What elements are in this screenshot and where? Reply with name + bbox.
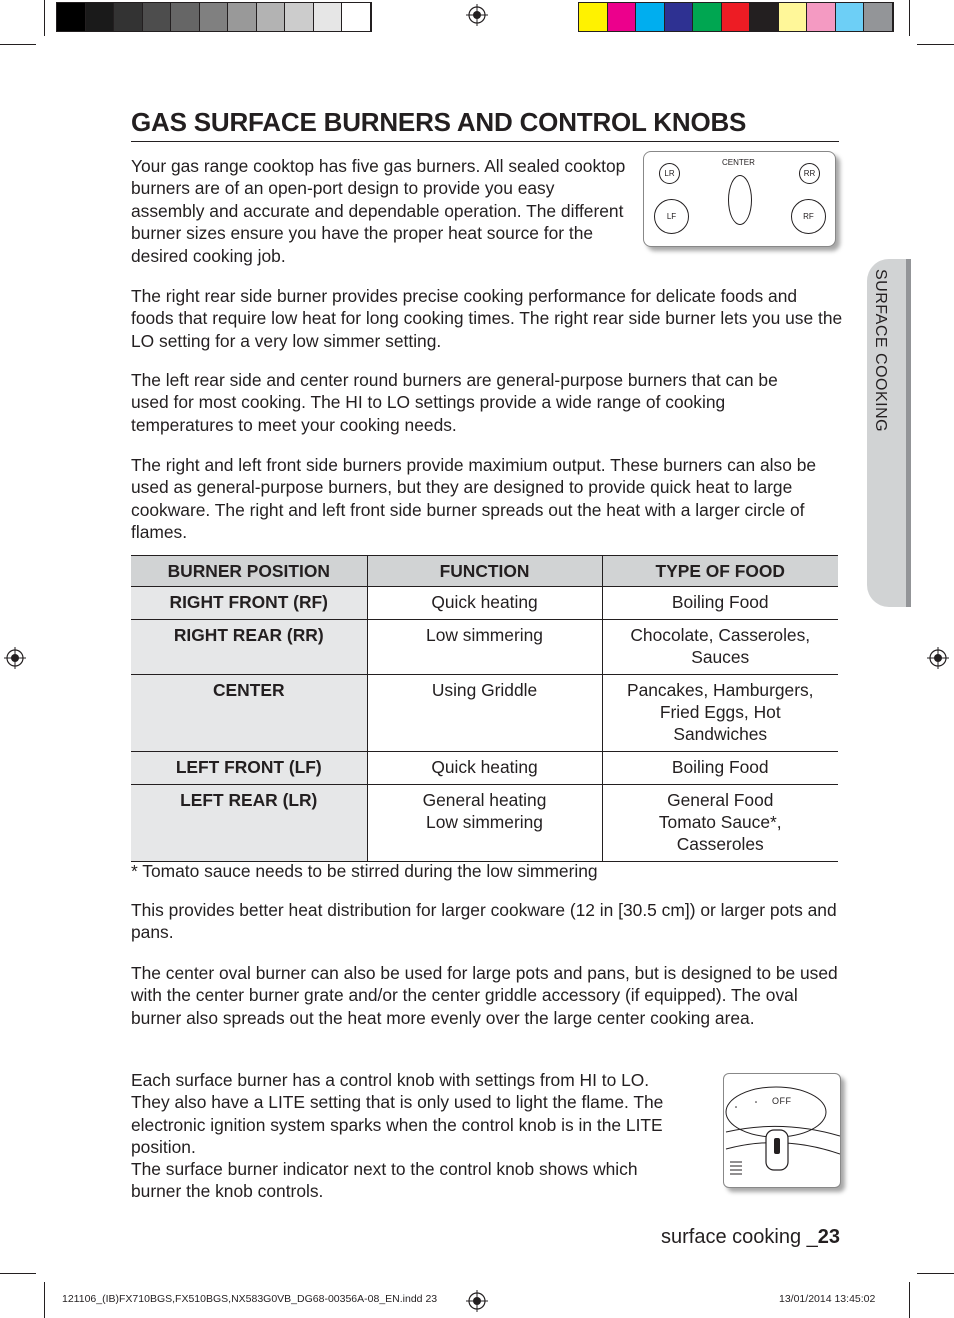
food-line: Boiling Food (671, 592, 769, 612)
food-line: Sauces (691, 647, 750, 667)
control-knob-figure (723, 1073, 841, 1188)
gray-swatch (342, 3, 371, 31)
burner-rf: RF (791, 199, 826, 234)
function-line: General heating (422, 790, 547, 810)
knob-off-label: OFF (772, 1096, 792, 1106)
table-row (131, 785, 838, 862)
registration-mark-icon (466, 1290, 488, 1312)
function-line: Quick heating (431, 757, 538, 777)
page-footer (661, 1226, 840, 1249)
color-bar (578, 2, 894, 32)
gray-swatch (57, 3, 86, 31)
burner-position-cell: RIGHT FRONT (RF) (131, 587, 367, 620)
heat-distribution-paragraph: This provides better heat distribution for larger cookware (12 in [30.5 cm]) or larger pots and pans. (131, 900, 837, 943)
color-swatch (693, 3, 722, 31)
color-swatch (836, 3, 865, 31)
food-cell (602, 587, 838, 620)
grayscale-bar (56, 2, 372, 32)
color-swatch (579, 3, 608, 31)
footnote: * Tomato sauce needs to be stirred during the low simmering (131, 861, 598, 881)
gray-swatch (257, 3, 286, 31)
gray-swatch (171, 3, 200, 31)
food-line: Sandwiches (673, 724, 768, 744)
burner-layout-diagram (643, 151, 836, 247)
table-row (131, 587, 838, 620)
side-tab-bar (906, 259, 911, 607)
function-line: Using Griddle (431, 680, 538, 700)
function-cell (367, 587, 602, 620)
color-swatch (750, 3, 779, 31)
color-swatch (636, 3, 665, 31)
burner-position-cell: LEFT FRONT (LF) (131, 752, 367, 785)
gray-swatch (114, 3, 143, 31)
crop-mark (909, 1282, 910, 1318)
crop-mark (44, 0, 45, 36)
color-swatch (722, 3, 751, 31)
table-header-row (131, 556, 838, 587)
burner-lr: LR (659, 163, 680, 184)
function-cell (367, 620, 602, 675)
burner-rr: RR (799, 163, 820, 184)
section-side-tab (867, 259, 911, 607)
crop-mark (0, 44, 36, 45)
crop-mark (0, 1273, 36, 1274)
center-oval-paragraph: The center oval burner can also be used for large pots and pans, but is designed to be used with the center burner grate and/or the center griddle accessory (if equipped). The oval burner also spreads out the heat more evenly over the large center cooking area. (131, 963, 838, 1028)
food-line: Chocolate, Casseroles, (630, 625, 811, 645)
column-header: TYPE OF FOOD (602, 556, 838, 587)
burner-position-cell: CENTER (131, 675, 367, 752)
food-line: Boiling Food (671, 757, 769, 777)
burner-center (728, 175, 752, 225)
crop-mark (909, 0, 910, 36)
food-line: Fried Eggs, Hot (659, 702, 781, 722)
food-cell (602, 620, 838, 675)
crop-mark (917, 1273, 954, 1274)
function-line: Low simmering (426, 625, 543, 645)
burner-position-cell: LEFT REAR (LR) (131, 785, 367, 862)
function-cell (367, 785, 602, 862)
table-row (131, 675, 838, 752)
page-number: 23 (817, 1226, 840, 1248)
color-swatch (608, 3, 637, 31)
gray-swatch (314, 3, 343, 31)
color-swatch (665, 3, 694, 31)
function-cell (367, 752, 602, 785)
color-swatch (807, 3, 836, 31)
burner-position-cell: RIGHT REAR (RR) (131, 620, 367, 675)
indicator-paragraph: The surface burner indicator next to the control knob shows which burner the knob controls. (131, 1159, 638, 1202)
registration-mark-icon (4, 647, 26, 669)
front-burners-paragraph: The right and left front side burners provide maximium output. These burners can also be used as general-purpose burners, but they are designed to provide quick heat to large cookware. The right and left front side burner spreads out the heat with a larger circle of flames. (131, 455, 817, 543)
right-rear-paragraph: The right rear side burner provides precise cooking performance for delicate foods and foods that require low heat for long cooking times. The right rear side burner lets you use the LO setting for a very low simmer setting. (131, 286, 843, 351)
function-line: Quick heating (431, 592, 538, 612)
gray-swatch (143, 3, 172, 31)
food-line: General Food (667, 790, 774, 810)
color-swatch (864, 3, 893, 31)
food-line: Pancakes, Hamburgers, (626, 680, 814, 700)
gray-swatch (86, 3, 115, 31)
crop-mark (917, 44, 954, 45)
gray-swatch (200, 3, 229, 31)
column-header: FUNCTION (367, 556, 602, 587)
registration-mark-icon (927, 647, 949, 669)
control-knob-icon (724, 1074, 840, 1187)
food-cell (602, 752, 838, 785)
function-cell (367, 675, 602, 752)
left-rear-paragraph: The left rear side and center round burners are general-purpose burners that can be used for most cooking. The HI to LO settings provide a wide range of cooking temperatures to meet your cooking needs. (131, 370, 778, 435)
intro-paragraph: Your gas range cooktop has five gas burners. All sealed cooktop burners are of an open-port design to provide you easy assembly and accurate and dependable operation. The different burner sizes ensure you have the proper heat source for the desired cooking job. (131, 156, 626, 266)
burner-center-label: CENTER (722, 158, 755, 167)
registration-mark-icon (466, 4, 488, 26)
food-line: Casseroles (676, 834, 764, 854)
print-slug-date: 13/01/2014 13:45:02 (779, 1293, 876, 1305)
burner-lf: LF (654, 199, 689, 234)
footer-section-label: surface cooking _ (660, 1226, 818, 1248)
print-slug-file: 121106_(IB)FX710BGS,FX510BGS,NX583G0VB_DG68-00356A-08_EN.indd 23 (62, 1293, 438, 1305)
color-swatch (779, 3, 808, 31)
crop-mark (44, 1282, 45, 1318)
gray-swatch (285, 3, 314, 31)
page-title: GAS SURFACE BURNERS AND CONTROL KNOBS (131, 107, 839, 142)
food-cell (602, 675, 838, 752)
table-row (131, 752, 838, 785)
gray-swatch (228, 3, 257, 31)
column-header: BURNER POSITION (131, 556, 367, 587)
food-cell (602, 785, 838, 862)
side-tab-label: SURFACE COOKING (872, 269, 889, 433)
function-line: Low simmering (426, 812, 543, 832)
burner-function-table (131, 555, 838, 862)
control-knob-paragraph: Each surface burner has a control knob with settings from HI to LO. They also have a LITE setting that is only used to light the flame. The electronic ignition system sparks when the control knob is in the LITE position. (131, 1070, 664, 1158)
food-line: Tomato Sauce*, (658, 812, 782, 832)
table-row (131, 620, 838, 675)
